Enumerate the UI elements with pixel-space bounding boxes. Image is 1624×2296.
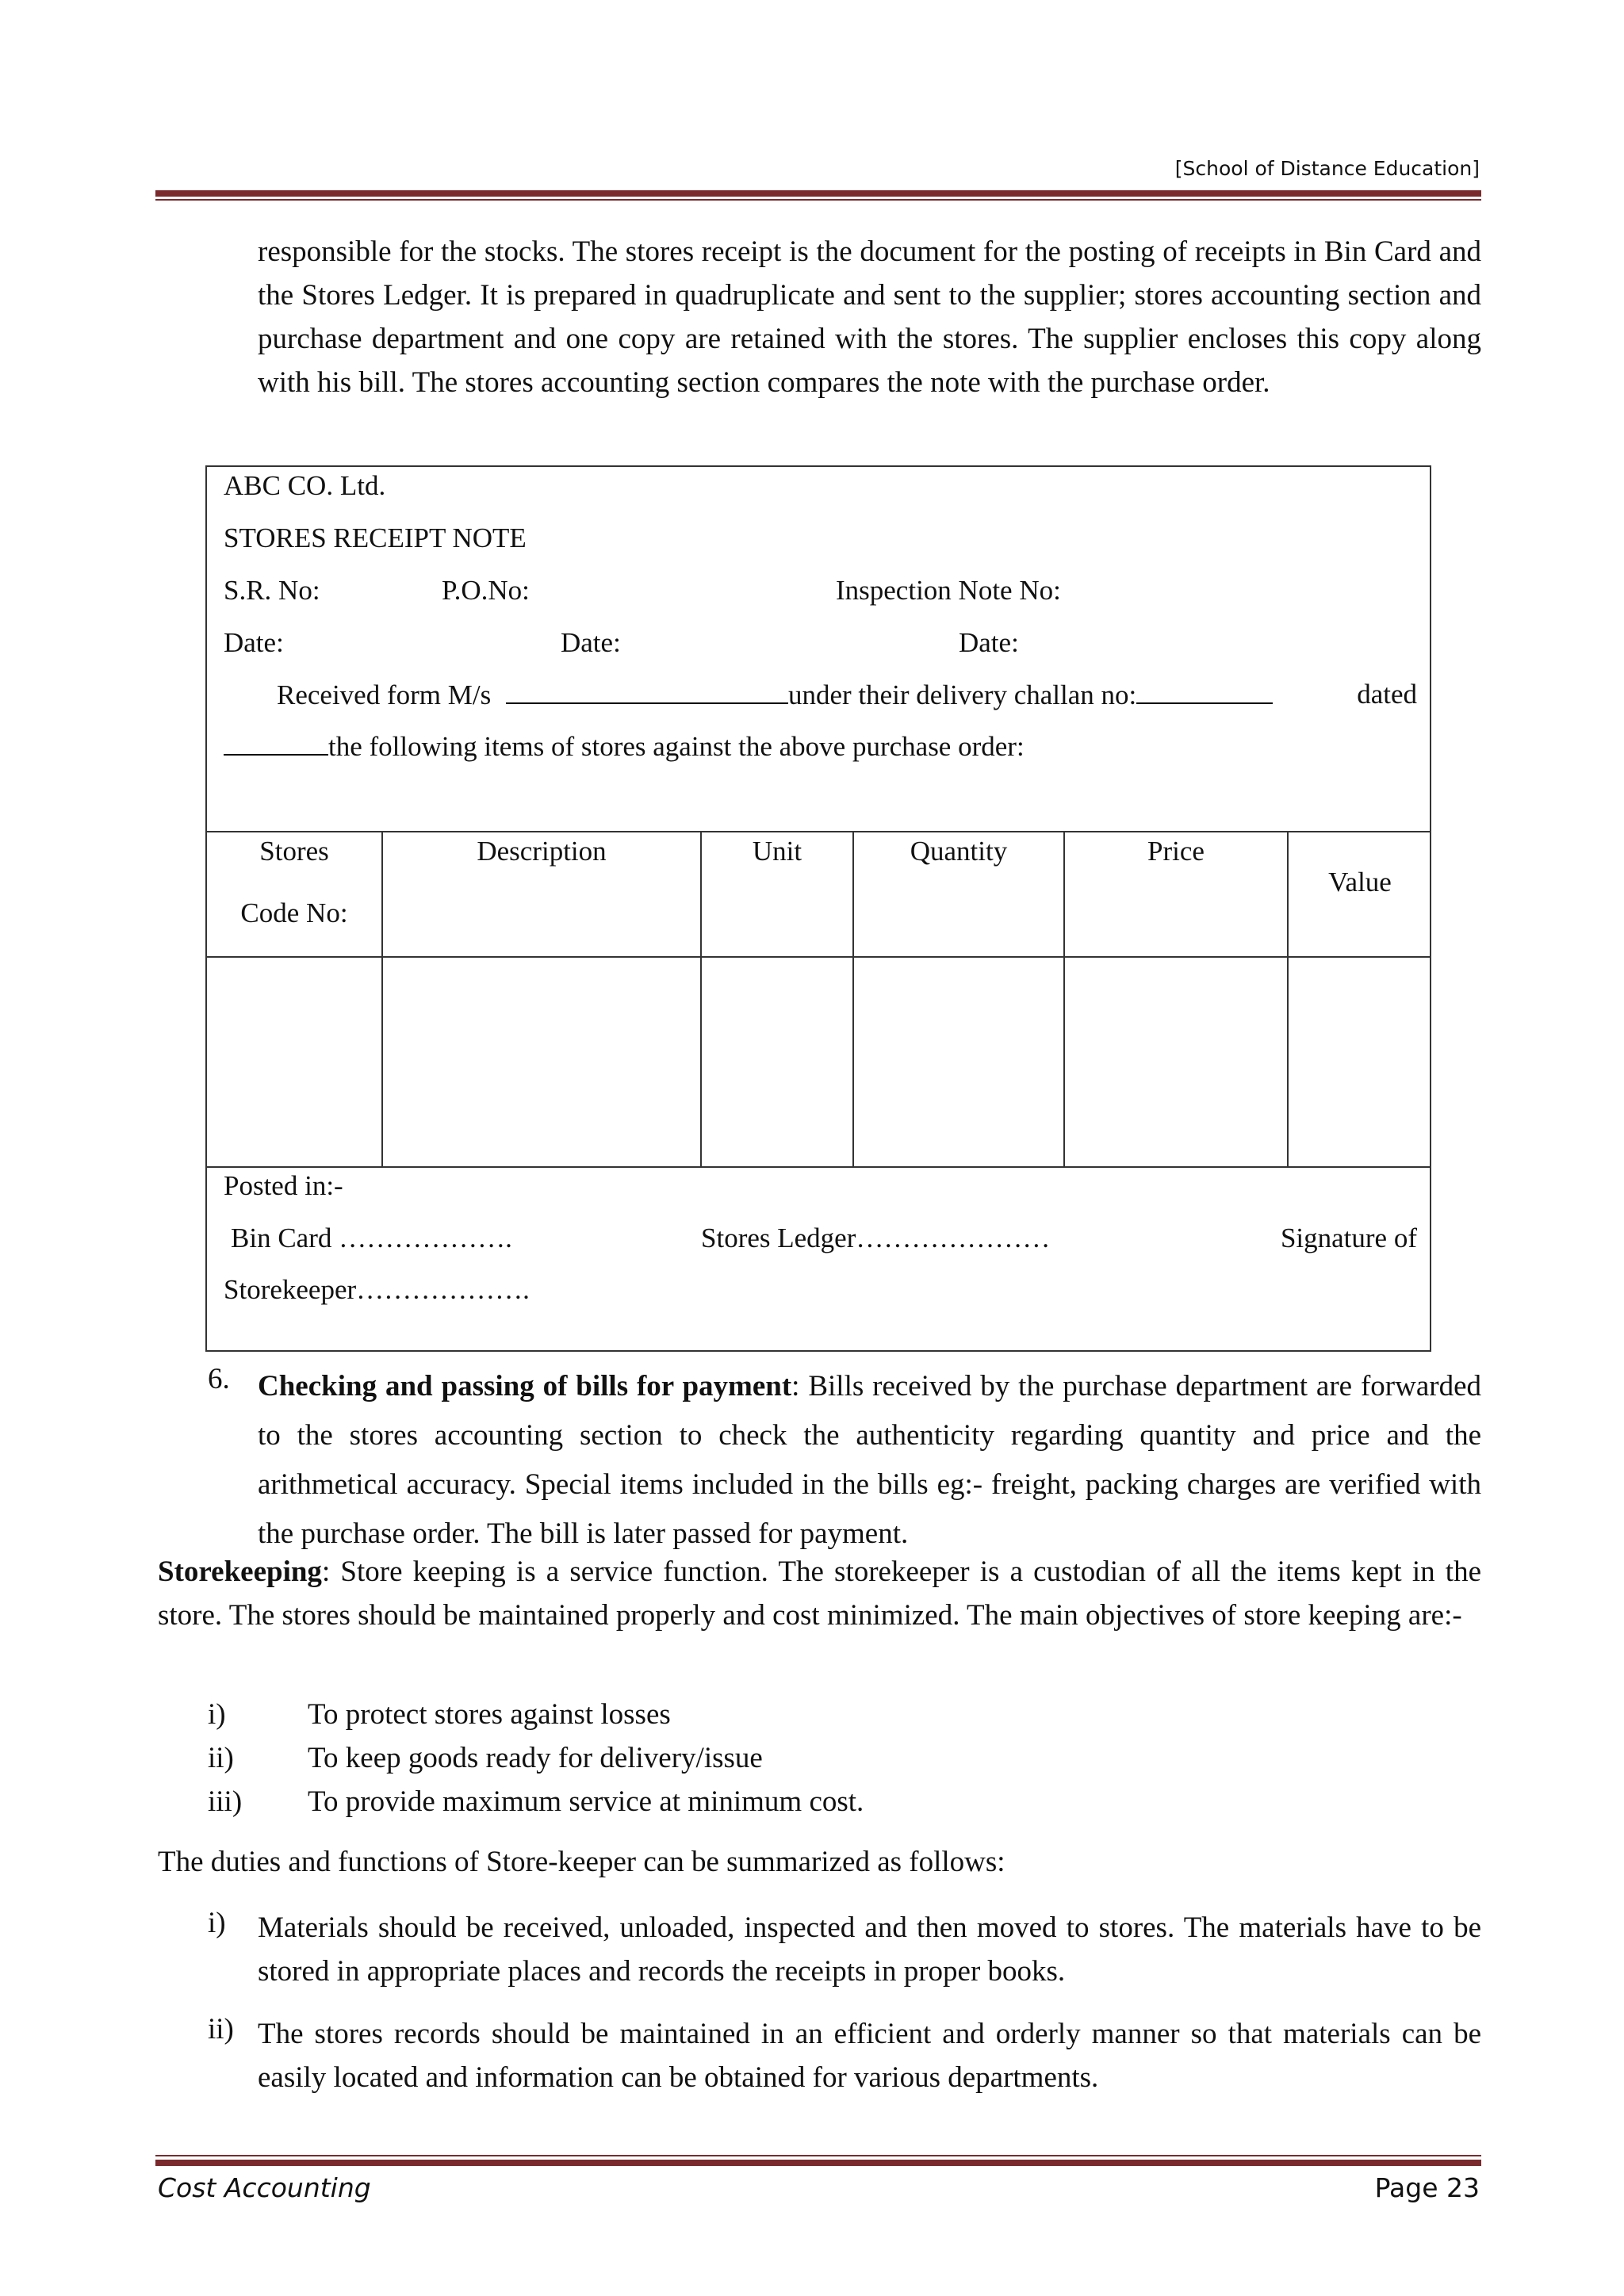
dated-blank [224, 730, 328, 756]
col-header-price: Price [1147, 836, 1205, 867]
footer-title: Cost Accounting [158, 2172, 371, 2203]
form-posted-in: Posted in:- [224, 1170, 343, 1201]
col-divider [700, 831, 702, 1168]
form-po-no: P.O.No: [442, 575, 530, 606]
col-header-code-no: Code No: [240, 897, 348, 928]
item-6-number: 6. [208, 1363, 230, 1395]
col-divider [381, 831, 383, 1168]
col-divider [1063, 831, 1065, 1168]
form-received-from: Received form M/s [277, 679, 492, 710]
challan-no-blank [1136, 679, 1273, 704]
table-bottom-rule [207, 1166, 1430, 1168]
col-divider [852, 831, 854, 1168]
form-inspection-no: Inspection Note No: [836, 575, 1061, 606]
footer-rule [155, 2160, 1481, 2166]
form-sr-no: S.R. No: [224, 575, 320, 606]
form-date-1: Date: [224, 627, 284, 658]
page-number: Page 23 [1374, 2172, 1480, 2203]
objective-marker: i) [208, 1698, 226, 1731]
form-dated: dated [1357, 679, 1417, 710]
form-bin-card: Bin Card ………………. [231, 1223, 512, 1253]
form-storekeeper: Storekeeper………………. [224, 1274, 530, 1305]
item-6-heading: Checking and passing of bills for payment [258, 1370, 792, 1402]
item-6-paragraph [258, 1362, 1481, 1559]
header-rule [155, 190, 1481, 197]
form-date-2: Date: [561, 627, 621, 658]
duty-marker: i) [208, 1907, 226, 1939]
item-6-body: : Bills received by the purchase department are forwarded to the stores accounting section to check the authenticity regarding quantity and price and the arithmetical accuracy. Special items included in the bills eg:- freight, packing charges are verified with the purchase order. The bill is later passed for payment. [258, 1370, 1481, 1550]
received-from-blank [506, 679, 788, 704]
objective-marker: iii) [208, 1785, 243, 1818]
intro-paragraph: responsible for the stocks. The stores receipt is the document for the posting of receipts in Bin Card and the Stores Ledger. It is prepared in quadruplicate and sent to the supplier; stores accounting section and purchase department and one copy are retained with the stores. The supplier encloses this copy along with his bill. The stores accounting section compares the note with the purchase order. [258, 235, 1481, 399]
objective-text: To keep goods ready for delivery/issue [308, 1742, 763, 1774]
duty-text: Materials should be received, unloaded, inspected and then moved to stores. The materials have to be stored in appropriate places and records the receipts in proper books. [258, 1911, 1481, 1988]
table-top-rule [207, 831, 1430, 832]
objective-marker: ii) [208, 1742, 234, 1774]
form-following-items: the following items of stores against the above purchase order: [328, 731, 1025, 762]
form-title: STORES RECEIPT NOTE [224, 522, 527, 553]
storekeeping-heading: Storekeeping [158, 1556, 322, 1588]
duty-marker: ii) [208, 2013, 234, 2045]
col-header-stores: Stores [259, 836, 329, 867]
table-header-rule [207, 956, 1430, 958]
form-stores-ledger: Stores Ledger………………… [701, 1223, 1051, 1253]
col-header-description: Description [477, 836, 607, 867]
objective-text: To provide maximum service at minimum cost. [308, 1785, 864, 1818]
form-date-3: Date: [959, 627, 1019, 658]
page-header: [School of Distance Education] [1174, 157, 1480, 180]
footer-rule-thin [155, 2155, 1481, 2156]
col-header-value: Value [1328, 867, 1392, 897]
duty-text: The stores records should be maintained in an efficient and orderly manner so that materials can be easily located and information can be obtained for various departments. [258, 2018, 1481, 2094]
duties-intro: The duties and functions of Store-keeper can be summarized as follows: [158, 1846, 1005, 1878]
storekeeping-paragraph [158, 1550, 1481, 1637]
storekeeping-body: : Store keeping is a service function. The storekeeper is a custodian of all the items kept in the store. The stores should be maintained properly and cost minimized. The main objectives of store keeping are:- [158, 1556, 1481, 1632]
objective-text: To protect stores against losses [308, 1698, 671, 1731]
header-rule-thin [155, 199, 1481, 201]
col-header-quantity: Quantity [910, 836, 1008, 867]
form-company: ABC CO. Ltd. [224, 470, 386, 501]
stores-receipt-note-form [205, 465, 1431, 1352]
col-header-unit: Unit [752, 836, 802, 867]
form-signature-of: Signature of [1280, 1223, 1417, 1253]
form-delivery-challan: under their delivery challan no: [787, 679, 1137, 710]
